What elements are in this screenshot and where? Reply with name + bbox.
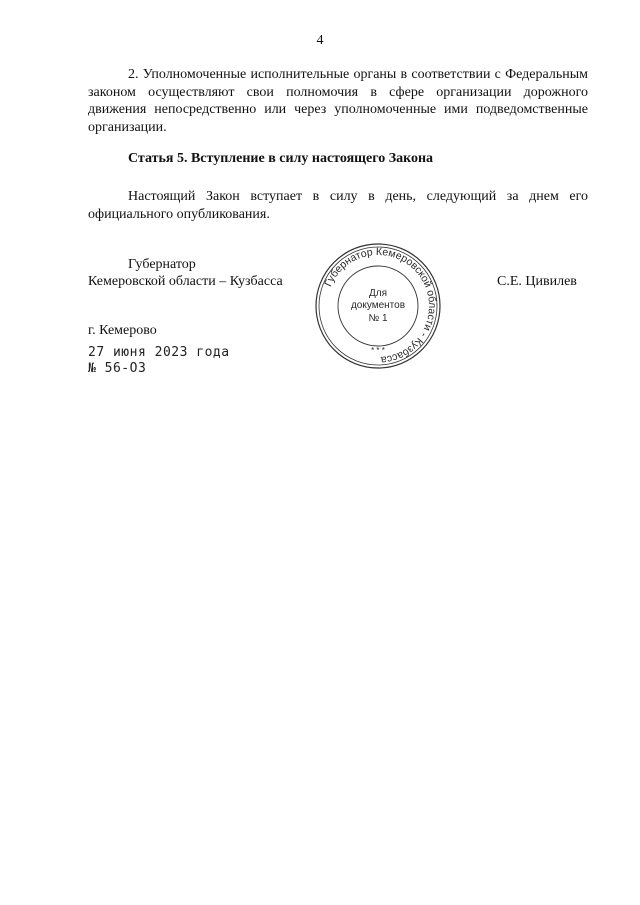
stamp-center-line1: Для [368, 288, 388, 299]
stamp-ring-text: Губернатор Кемеровской области - Кузбасса [322, 245, 439, 366]
signature-name: С.Е. Цивилев [497, 274, 577, 289]
footer-law-number: № 56-ОЗ [88, 361, 147, 376]
stamp-center-line3: № 1 [368, 313, 388, 324]
stamp-center-line2: документов [350, 300, 406, 311]
footer-city: г. Кемерово [88, 323, 157, 338]
signature-position-line1: Губернатор [128, 257, 196, 272]
official-stamp [313, 241, 443, 371]
article-5-text: Настоящий Закон вступает в силу в день, следующий за днем его официального опубликования. [88, 189, 588, 222]
page-number: 4 [316, 33, 324, 48]
signature-position-line2: Кемеровской области – Кузбасса [88, 274, 283, 289]
footer-date: 27 июня 2023 года [88, 345, 230, 360]
paragraph-2: 2. Уполномоченные исполнительные органы в соответствии с Федеральным законом осуществляют свои полномочия в сфере организации дорожного движения непосредственно или через уполномоченные ими подведомственные организации. [88, 67, 588, 135]
article-5-heading: Статья 5. Вступление в силу настоящего Закона [128, 151, 434, 166]
stamp-stars: * * * [371, 346, 385, 355]
